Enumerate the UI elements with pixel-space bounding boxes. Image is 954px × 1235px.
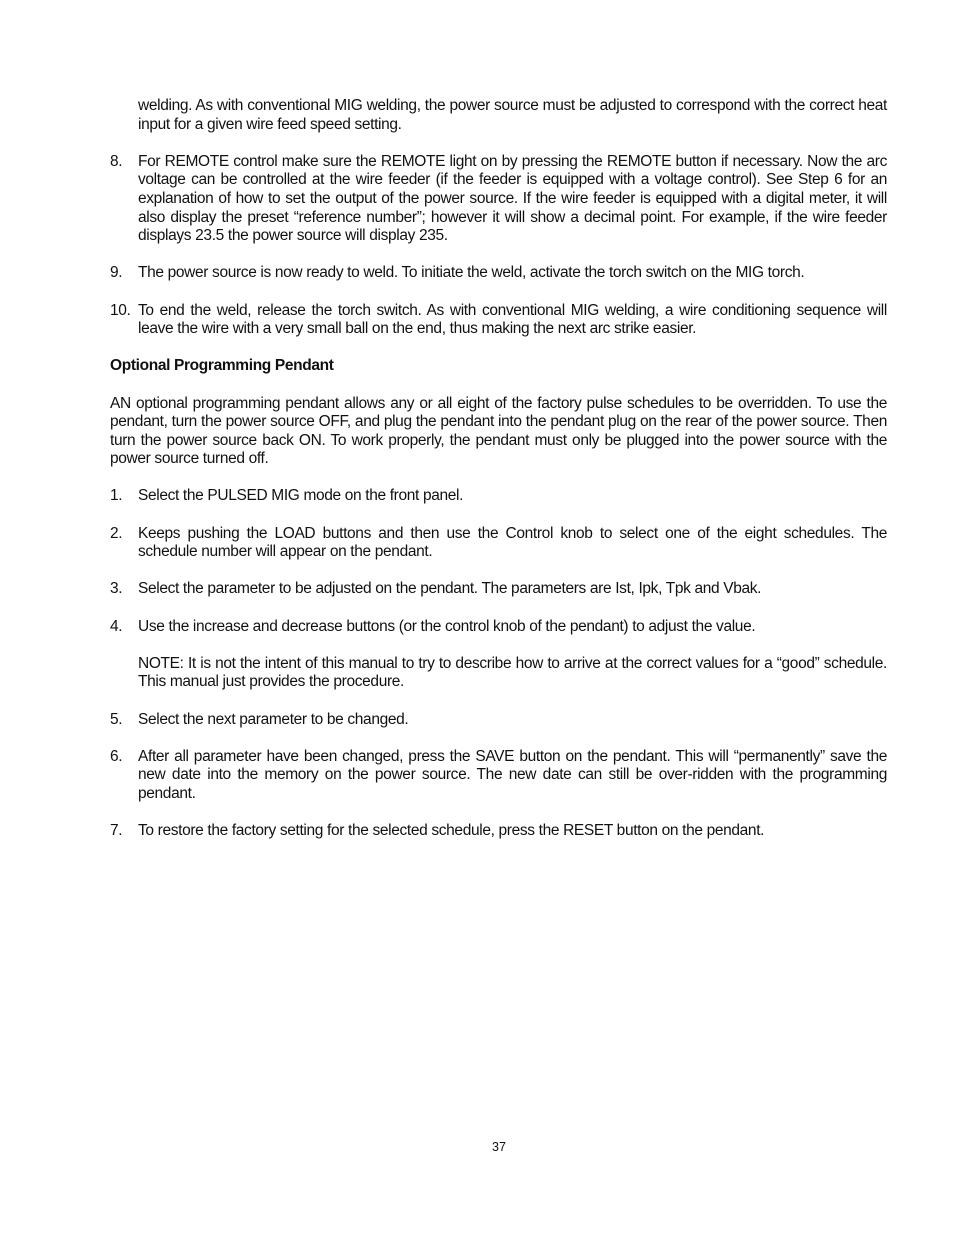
- intro-continuation: welding. As with conventional MIG welding, the power source must be adjusted to correspond with the correct heat input for a given wire feed speed setting.: [138, 97, 887, 133]
- step-number: 5.: [110, 710, 123, 728]
- pendant-step-5: [110, 711, 887, 730]
- step-text: After all parameter have been changed, press the SAVE button on the pendant. This will “permanently” save the new date into the memory on the power source. The new date can still be over-ridden with the programming pendant.: [138, 747, 887, 802]
- step-number: 4.: [110, 617, 123, 635]
- step-number: 7.: [110, 822, 123, 840]
- step-text: Select the PULSED MIG mode on the front panel.: [138, 487, 464, 505]
- section-paragraph: AN optional programming pendant allows any or all eight of the factory pulse schedules to be overridden. To use the pendant, turn the power source OFF, and plug the pendant into the pendant plug on the rear of the power source. Then turn the power source back ON. To work properly, the pendant must only be plugged into the power source with the power source turned off.: [110, 394, 887, 468]
- step-text: The power source is now ready to weld. To initiate the weld, activate the torch switch on the MIG torch.: [138, 264, 805, 282]
- step-text: Keeps pushing the LOAD buttons and then use the Control knob to select one of the eight schedules. The schedule number will appear on the pendant.: [138, 524, 887, 561]
- note: NOTE: It is not the intent of this manual to try to describe how to arrive at the correct values for a “good” schedule. This manual just provides the procedure.: [138, 654, 887, 691]
- document-page: [110, 97, 887, 841]
- step-10: [110, 302, 887, 339]
- step-number: 8.: [110, 152, 123, 170]
- step-number: 9.: [110, 264, 123, 282]
- step-text: To end the weld, release the torch switch. As with conventional MIG welding, a wire conditioning sequence will leave the wire with a very small ball on the end, thus making the next arc strike easier.: [138, 301, 887, 338]
- step-number: 3.: [110, 580, 123, 598]
- step-number: 1.: [110, 487, 123, 505]
- pendant-step-1: [110, 487, 887, 506]
- step-number: 10.: [110, 301, 131, 319]
- step-text: Select the parameter to be adjusted on the pendant. The parameters are Ist, Ipk, Tpk and Vbak.: [138, 580, 762, 598]
- step-text: To restore the factory setting for the selected schedule, press the RESET button on the pendant.: [138, 822, 765, 840]
- pendant-step-3: [110, 580, 887, 599]
- step-text: Select the next parameter to be changed.: [138, 710, 409, 728]
- step-text: Use the increase and decrease buttons (or the control knob of the pendant) to adjust the value.: [138, 617, 756, 635]
- pendant-step-7: [110, 822, 887, 841]
- page-number: 37: [492, 1140, 506, 1154]
- pendant-step-6: [110, 748, 887, 804]
- step-text: For REMOTE control make sure the REMOTE light on by pressing the REMOTE button if necessary. Now the arc voltage can be controlled at the wire feeder (if the feeder is equipped with a voltage control). See Step 6 for an explanation of how to set the output of the power source. If the wire feeder is equipped with a digital meter, it will also display the preset “reference number”; however it will show a decimal point. For example, if the wire feeder displays 23.5 the power source will display 235.: [138, 152, 887, 245]
- step-8: [110, 153, 887, 246]
- step-number: 6.: [110, 747, 123, 765]
- section-heading: Optional Programming Pendant: [110, 357, 334, 375]
- step-9: [110, 264, 887, 283]
- pendant-step-2: [110, 525, 887, 562]
- pendant-step-4: [110, 618, 887, 637]
- step-number: 2.: [110, 524, 123, 542]
